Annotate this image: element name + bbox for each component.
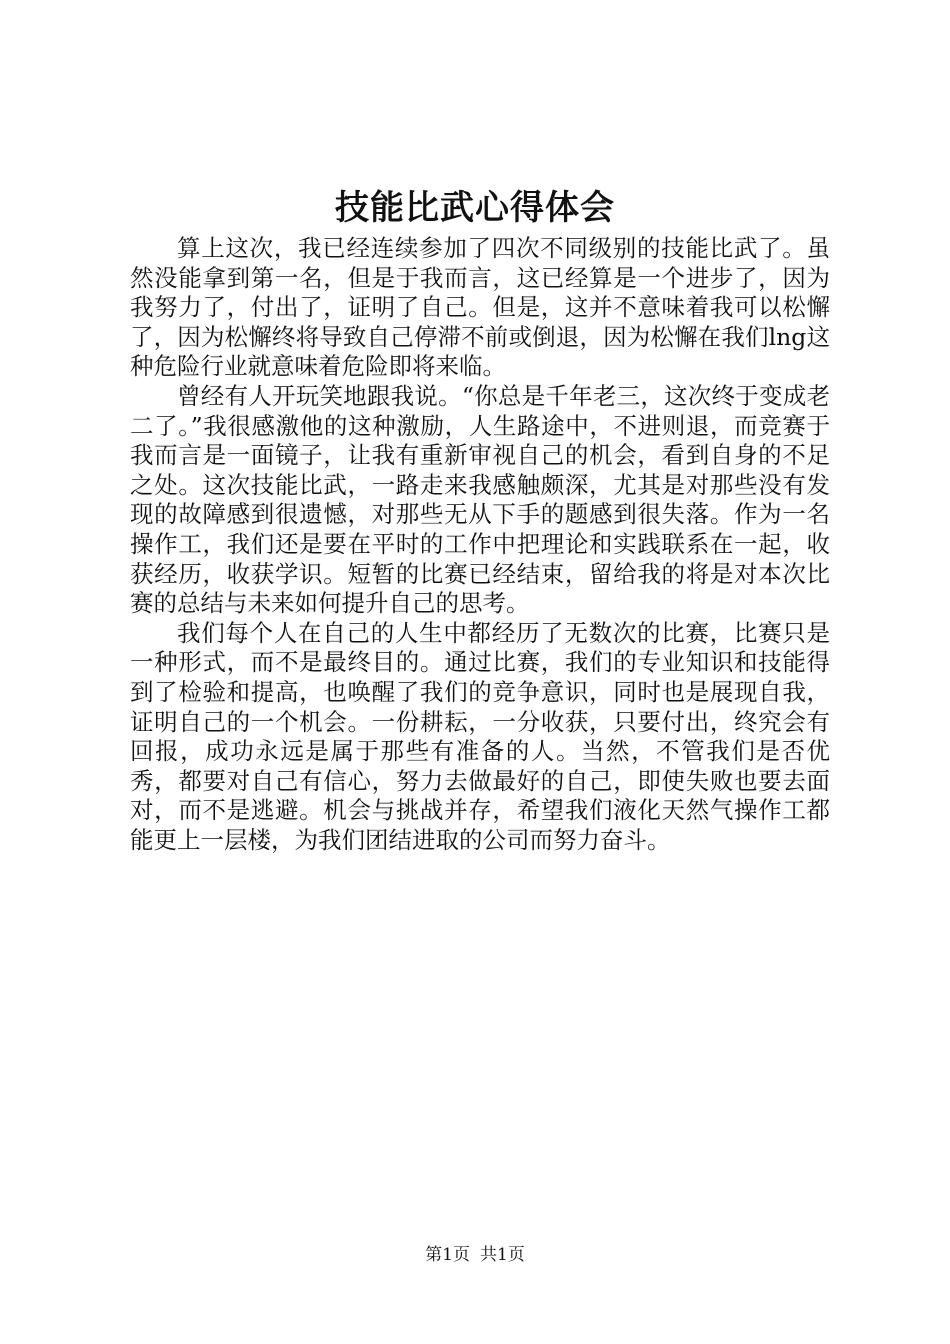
document-body xyxy=(130,234,830,855)
page-number: 第1页 xyxy=(425,1245,470,1265)
paragraph-2: 曾经有人开玩笑地跟我说。“你总是千年老三，这次终于变成老二了。”我很感激他的这种激励，人生路途中，不进则退，而竞赛于我而言是一面镜子，让我有重新审视自己的机会，看到自身的不足之处。这次技能比武，一路走来我感触颇深，尤其是对那些没有发现的故障感到很遗憾，对那些无从下手的题感到很失落。作为一名操作工，我们还是要在平时的工作中把理论和实践联系在一起，收获经历，收获学识。短暂的比赛已经结束，留给我的将是对本次比赛的总结与未来如何提升自己的思考。 xyxy=(130,381,830,618)
paragraph-3: 我们每个人在自己的人生中都经历了无数次的比赛，比赛只是一种形式，而不是最终目的。通过比赛，我们的专业知识和技能得到了检验和提高，也唤醒了我们的竞争意识，同时也是展现自我，证明自己的一个机会。一份耕耘，一分收获，只要付出，终究会有回报，成功永远是属于那些有准备的人。当然，不管我们是否优秀，都要对自己有信心，努力去做最好的自己，即使失败也要去面对，而不是逃避。机会与挑战并存，希望我们液化天然气操作工都能更上一层楼，为我们团结进取的公司而努力奋斗。 xyxy=(130,618,830,854)
document-title: 技能比武心得体会 xyxy=(335,188,615,228)
paragraph-1: 算上这次，我已经连续参加了四次不同级别的技能比武了。虽然没能拿到第一名，但是于我而言，这已经算是一个进步了，因为我努力了，付出了，证明了自己。但是，这并不意味着我可以松懈了，因为松懈终将导致自己停滞不前或倒退，因为松懈在我们lng这种危险行业就意味着危险即将来临。 xyxy=(130,234,830,381)
page-total: 共1页 xyxy=(480,1245,525,1265)
page-footer xyxy=(0,1244,950,1266)
